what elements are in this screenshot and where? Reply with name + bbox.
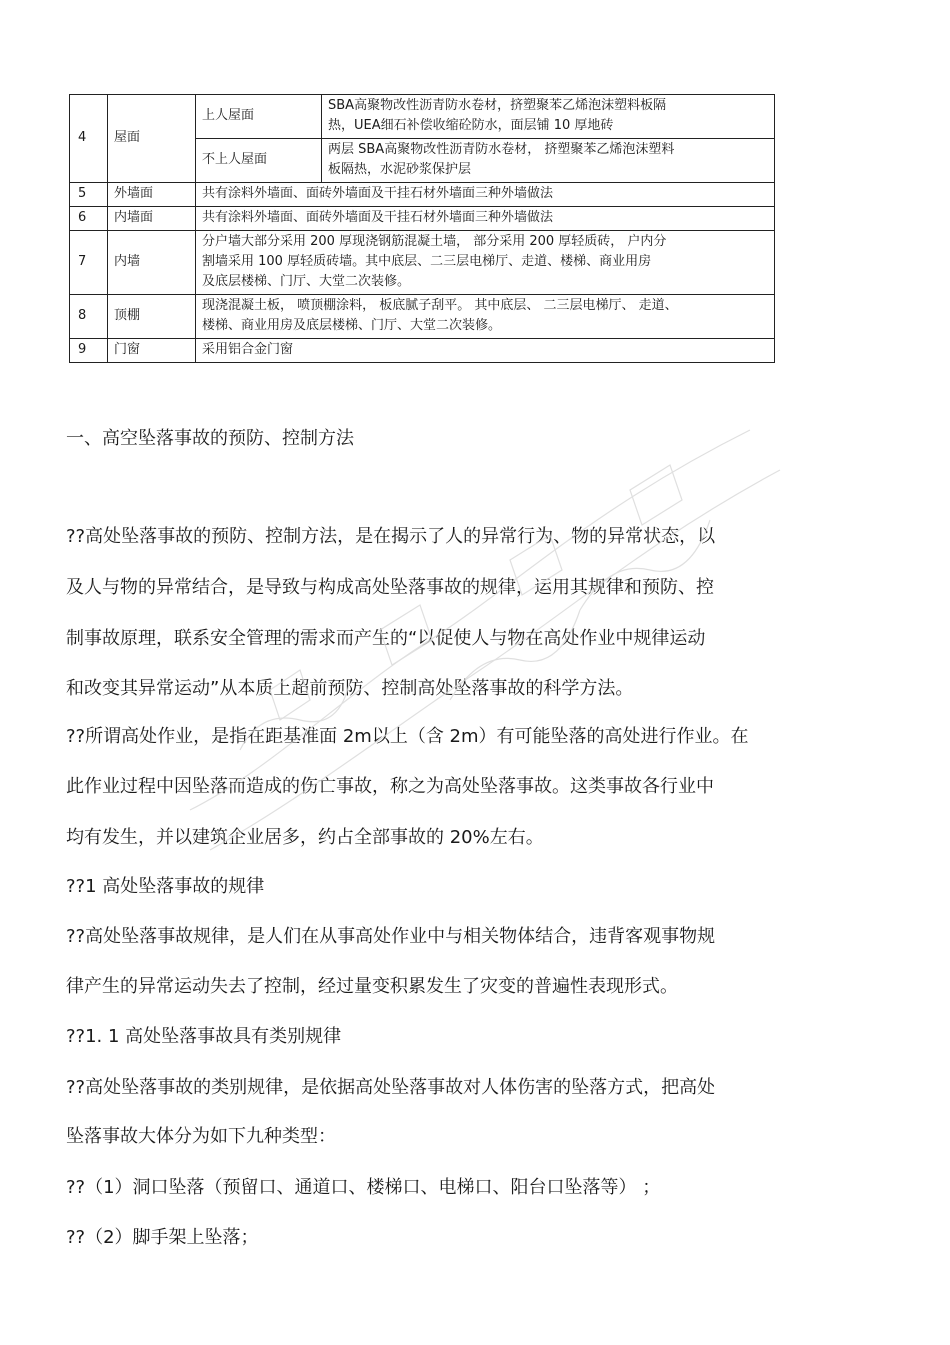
paragraph-line: 及人与物的异常结合，是导致与构成高处坠落事故的规律，运用其规律和预防、控 [66, 577, 714, 598]
paragraph-line: 和改变其异常运动”从本质上超前预防、控制高处坠落事故的科学方法。 [66, 678, 634, 699]
row-description: 采用铝合金门窗 [196, 339, 775, 363]
row-number: 4 [70, 95, 108, 183]
paragraph-line: 此作业过程中因坠落而造成的伤亡事故，称之为高处坠落事故。这类事故各行业中 [66, 776, 714, 797]
description-line: 楼梯、商业用房及底层楼梯、门厅、大堂二次装修。 [202, 318, 502, 333]
paragraph-line: 制事故原理，联系安全管理的需求而产生的“以促使人与物在高处作业中规律运动 [66, 628, 706, 649]
row-number: 8 [70, 295, 108, 339]
row-description: 共有涂料外墙面、面砖外墙面及干挂石材外墙面三种外墙做法 [196, 183, 775, 207]
row-item: 顶棚 [108, 295, 196, 339]
row-subitem: 不上人屋面 [196, 139, 322, 183]
description-line: 两层 SBA高聚物改性沥青防水卷材， 挤塑聚苯乙烯泡沫塑料 [328, 142, 675, 157]
description-line: 及底层楼梯、门厅、大堂二次装修。 [202, 274, 411, 289]
paragraph-heading: ??1. 1 高处坠落事故具有类别规律 [66, 1026, 342, 1047]
table-row [70, 183, 775, 207]
list-item: ??（2）脚手架上坠落； [66, 1227, 259, 1248]
paragraph-line: ??高处坠落事故的类别规律，是依据高处坠落事故对人体伤害的坠落方式，把高处 [66, 1077, 716, 1098]
row-number: 5 [70, 183, 108, 207]
paragraph-line: 坠落事故大体分为如下九种类型： [66, 1126, 336, 1147]
row-number: 7 [70, 231, 108, 295]
description-line: SBA高聚物改性沥青防水卷材，挤塑聚苯乙烯泡沫塑料板隔 [328, 98, 667, 113]
row-item: 门窗 [108, 339, 196, 363]
row-description [196, 231, 775, 295]
description-line: 热，UEA细石补偿收缩砼防水，面层铺 10 厚地砖 [328, 118, 614, 133]
paragraph-line: ??所谓高处作业，是指在距基准面 2m以上（含 2m）有可能坠落的高处进行作业。在 [66, 726, 749, 747]
row-item: 屋面 [108, 95, 196, 183]
row-subitem: 上人屋面 [196, 95, 322, 139]
list-item: ??（1）洞口坠落（预留口、通道口、楼梯口、电梯口、阳台口坠落等） ； [66, 1177, 661, 1198]
paragraph-line: ??高处坠落事故的预防、控制方法，是在揭示了人的异常行为、物的异常状态，以 [66, 526, 716, 547]
construction-spec-table [69, 94, 775, 363]
paragraph-line: 均有发生，并以建筑企业居多，约占全部事故的 20%左右。 [66, 827, 544, 848]
table-row [70, 339, 775, 363]
row-description [196, 295, 775, 339]
table-row [70, 295, 775, 339]
row-item: 内墙面 [108, 207, 196, 231]
row-description: 共有涂料外墙面、面砖外墙面及干挂石材外墙面三种外墙做法 [196, 207, 775, 231]
paragraph-line: ??高处坠落事故规律，是人们在从事高处作业中与相关物体结合，违背客观事物规 [66, 926, 716, 947]
row-item: 内墙 [108, 231, 196, 295]
section-heading: 一、高空坠落事故的预防、控制方法 [66, 428, 354, 449]
row-number: 6 [70, 207, 108, 231]
row-description [322, 95, 775, 139]
row-item: 外墙面 [108, 183, 196, 207]
table-row [70, 95, 775, 139]
description-line: 板隔热，水泥砂浆保护层 [328, 162, 472, 177]
paragraph-line: 律产生的异常运动失去了控制，经过量变积累发生了灾变的普遍性表现形式。 [66, 976, 678, 997]
table-row [70, 231, 775, 295]
paragraph-heading: ??1 高处坠落事故的规律 [66, 876, 265, 897]
row-number: 9 [70, 339, 108, 363]
description-line: 割墙采用 100 厚轻质砖墙。其中底层、二三层电梯厅、走道、楼梯、商业用房 [202, 254, 652, 269]
description-line: 分户墙大部分采用 200 厚现浇钢筋混凝土墙， 部分采用 200 厚轻质砖， 户内分 [202, 234, 667, 249]
row-description [322, 139, 775, 183]
table-row [70, 207, 775, 231]
description-line: 现浇混凝土板， 喷顶棚涂料， 板底腻子刮平。 其中底层、 二三层电梯厅、 走道、 [202, 298, 678, 313]
